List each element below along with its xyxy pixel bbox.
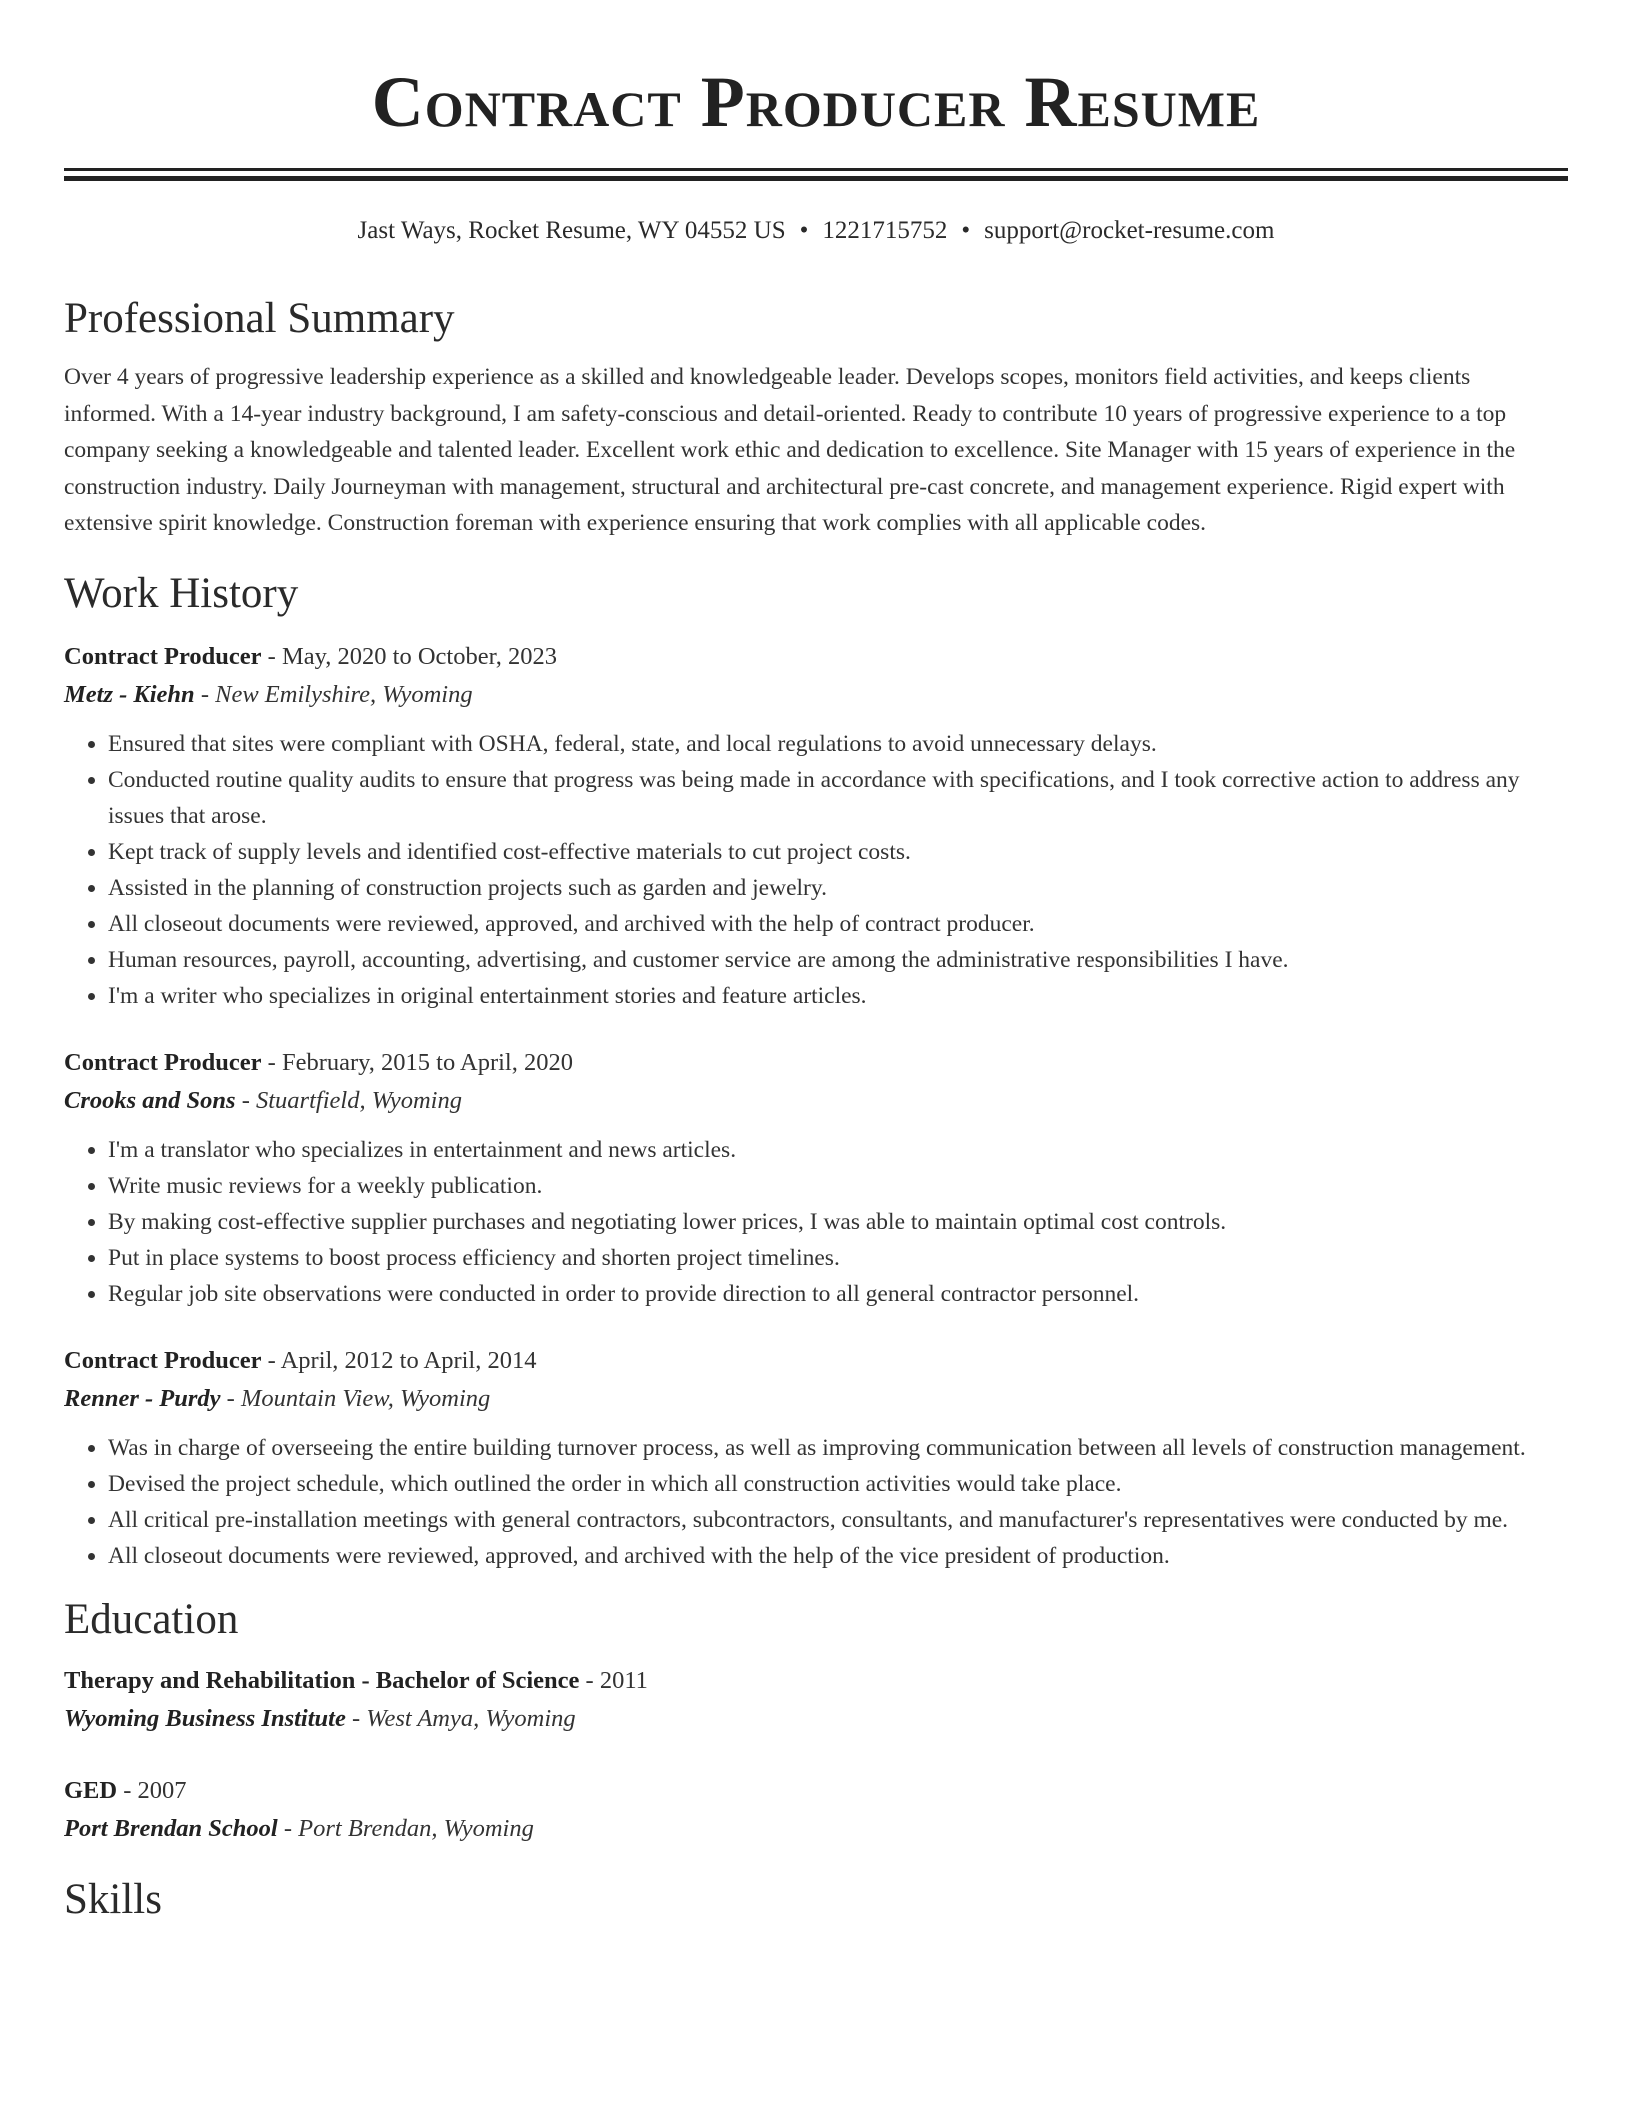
education-school: Wyoming Business Institute (64, 1704, 346, 1732)
job-entry (64, 1044, 1568, 1312)
job-role-line: Contract Producer - April, 2012 to April, 2014 (64, 1346, 537, 1374)
job-bullet: • Devised the project schedule, which outlined the order in which all construction activities would take place. (108, 1466, 1568, 1502)
education-degree-line: GED - 2007 (64, 1776, 187, 1804)
job-bullet: • By making cost-effective supplier purchases and negotiating lower prices, I was able to maintain optimal cost controls. (108, 1204, 1568, 1240)
contact-separator: • (961, 217, 971, 244)
job-company: Crooks and Sons (64, 1086, 236, 1114)
job-bullet: • Ensured that sites were compliant with OSHA, federal, state, and local regulations to avoid unnecessary delays. (108, 726, 1568, 762)
job-company-line: Renner - Purdy - Mountain View, Wyoming (64, 1384, 491, 1412)
job-bullet: • Put in place systems to boost process efficiency and shorten project timelines. (108, 1240, 1568, 1276)
education-school: Port Brendan School (64, 1814, 278, 1842)
job-bullet: • All closeout documents were reviewed, approved, and archived with the help of contract producer. (108, 906, 1568, 942)
job-company-line: Metz - Kiehn - New Emilyshire, Wyoming (64, 680, 473, 708)
job-bullet: • Write music reviews for a weekly publication. (108, 1168, 1568, 1204)
contact-address: Jast Ways, Rocket Resume, WY 04552 US (357, 217, 786, 244)
resume-page (64, 0, 1568, 1926)
job-entry (64, 1342, 1568, 1574)
job-company: Metz - Kiehn (64, 680, 195, 708)
job-company-line: Crooks and Sons - Stuartfield, Wyoming (64, 1086, 462, 1114)
job-role-line: Contract Producer - February, 2015 to April, 2020 (64, 1048, 573, 1076)
education-location: West Amya, Wyoming (366, 1704, 576, 1732)
education-degree-line: Therapy and Rehabilitation - Bachelor of Science - 2011 (64, 1666, 648, 1694)
job-title: Contract Producer (64, 642, 262, 670)
job-dates: February, 2015 to April, 2020 (281, 1048, 573, 1076)
contact-line (64, 215, 1568, 247)
education-degree: GED (64, 1776, 118, 1804)
education-entry (64, 1772, 1568, 1848)
job-bullets (64, 726, 1568, 1014)
title-divider-bottom (64, 176, 1568, 181)
job-dates: April, 2012 to April, 2014 (280, 1346, 537, 1374)
education-school-line: Wyoming Business Institute - West Amya, Wyoming (64, 1704, 576, 1732)
job-bullet: • Human resources, payroll, accounting, advertising, and customer service are among the administrative responsibilities I have. (108, 942, 1568, 978)
job-title: Contract Producer (64, 1346, 262, 1374)
education-location: Port Brendan, Wyoming (298, 1814, 534, 1842)
skills-heading: Skills (64, 1875, 162, 1923)
job-bullet: • I'm a writer who specializes in original entertainment stories and feature articles. (108, 978, 1568, 1014)
job-bullet: • Was in charge of overseeing the entire building turnover process, as well as improving communication between all levels of construction management. (108, 1430, 1568, 1466)
job-bullet: • All closeout documents were reviewed, approved, and archived with the help of the vice president of production. (108, 1538, 1568, 1574)
job-role-line: Contract Producer - May, 2020 to October, 2023 (64, 642, 558, 670)
education-degree: Therapy and Rehabilitation - Bachelor of Science (64, 1666, 580, 1694)
job-bullet: • I'm a translator who specializes in entertainment and news articles. (108, 1132, 1568, 1168)
contact-phone: 1221715752 (822, 217, 948, 244)
job-bullets (64, 1132, 1568, 1312)
education-year: 2011 (599, 1666, 648, 1694)
contact-separator: • (799, 217, 809, 244)
job-bullet: • Assisted in the planning of construction projects such as garden and jewelry. (108, 870, 1568, 906)
job-entry (64, 638, 1568, 1014)
education-heading: Education (64, 1595, 239, 1643)
education-year: 2007 (137, 1776, 187, 1804)
summary-text: Over 4 years of progressive leadership experience as a skilled and knowledgeable leader. Develops scopes, monitors field activities, and keeps clients informed. With a 14-year industry background, I am safety-conscious and detail-oriented. Ready to contribute 10 years of progressive experience to a top company seeking a knowledgeable and talented leader. Excellent work ethic and dedication to excellence. Site Manager with 15 years of experience in the construction industry. Daily Journeyman with management, structural and architectural pre-cast concrete, and management experience. Rigid expert with extensive spirit knowledge. Construction foreman with experience ensuring that work complies with all applicable codes. (64, 364, 1516, 536)
title-divider-top (64, 168, 1568, 171)
job-bullet: • Kept track of supply levels and identified cost-effective materials to cut project costs. (108, 834, 1568, 870)
education-school-line: Port Brendan School - Port Brendan, Wyoming (64, 1814, 534, 1842)
work-history-heading: Work History (64, 569, 299, 617)
job-bullets (64, 1430, 1568, 1574)
summary-heading: Professional Summary (64, 295, 455, 342)
job-bullet: • All critical pre-installation meetings with general contractors, subcontractors, consultants, and manufacturer's representatives were conducted by me. (108, 1502, 1568, 1538)
job-dates: May, 2020 to October, 2023 (281, 642, 558, 670)
job-company: Renner - Purdy (64, 1384, 221, 1412)
resume-title: Contract Producer Resume (371, 62, 1261, 142)
job-location: Stuartfield, Wyoming (256, 1086, 462, 1114)
job-bullet: • Conducted routine quality audits to ensure that progress was being made in accordance with specifications, and I took corrective action to address any issues that arose. (108, 762, 1568, 834)
job-location: Mountain View, Wyoming (240, 1384, 491, 1412)
education-entry (64, 1662, 1568, 1738)
contact-email: support@rocket-resume.com (984, 217, 1275, 244)
job-bullet: • Regular job site observations were conducted in order to provide direction to all general contractor personnel. (108, 1276, 1568, 1312)
job-title: Contract Producer (64, 1048, 262, 1076)
job-location: New Emilyshire, Wyoming (215, 680, 473, 708)
